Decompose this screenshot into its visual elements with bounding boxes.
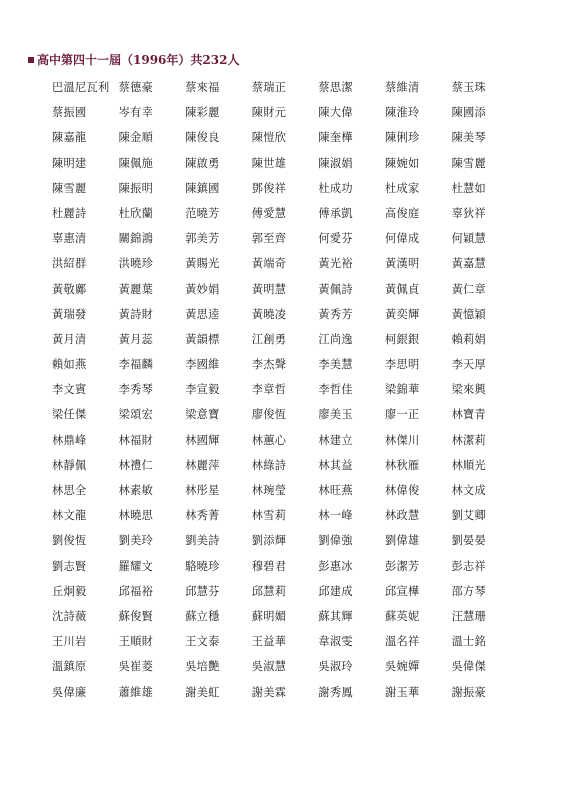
student-name: 梁錦華 xyxy=(384,383,420,397)
student-name: 江尚逸 xyxy=(318,332,353,346)
student-name: 陳淮玲 xyxy=(384,106,420,120)
student-name: 陳雪麗 xyxy=(451,156,487,170)
student-name: 關錦鴻 xyxy=(118,232,154,246)
student-name: 黃麗葉 xyxy=(118,282,154,296)
student-name: 林禮仁 xyxy=(118,458,154,472)
student-name: 林彤星 xyxy=(185,484,220,497)
student-name: 黃漢明 xyxy=(384,257,420,271)
student-name: 賴如燕 xyxy=(52,358,87,372)
student-name: 黃思逵 xyxy=(185,307,220,321)
student-name: 李思明 xyxy=(384,358,420,372)
student-name: 林旺燕 xyxy=(318,484,353,497)
student-name: 彭惠冰 xyxy=(318,559,353,573)
student-name: 蔡維清 xyxy=(384,81,420,94)
student-name: 王文泰 xyxy=(185,635,220,649)
student-name: 林鼎峰 xyxy=(52,433,87,447)
student-name: 吳偉廉 xyxy=(52,685,87,699)
student-name: 劉美詩 xyxy=(185,534,220,548)
student-name: 黃賜光 xyxy=(185,257,220,271)
student-name: 劉美玲 xyxy=(118,534,154,548)
student-name: 李國維 xyxy=(185,358,220,372)
student-name: 郭美芳 xyxy=(185,232,220,246)
student-name: 邱慧芬 xyxy=(185,584,220,598)
student-name: 邵方琴 xyxy=(451,584,487,598)
student-name: 林琬瑩 xyxy=(251,484,287,497)
student-name: 岑有幸 xyxy=(118,106,154,120)
student-name: 梁意寶 xyxy=(185,408,220,422)
student-name: 溫士銘 xyxy=(451,635,487,649)
student-name: 郭至齊 xyxy=(251,232,287,246)
student-name: 韋淑雯 xyxy=(318,635,353,649)
student-name: 高俊庭 xyxy=(384,206,420,220)
student-name: 邱福裕 xyxy=(118,584,154,598)
student-name: 林順光 xyxy=(451,458,487,472)
student-name: 謝美霖 xyxy=(251,685,287,699)
student-name: 廖俊恆 xyxy=(251,408,287,422)
student-name: 梁來興 xyxy=(451,383,487,397)
student-name: 吳培艷 xyxy=(185,660,220,674)
student-name: 陳奎樺 xyxy=(318,131,353,145)
student-name: 陳淑娟 xyxy=(318,156,353,170)
student-name: 黃月蕊 xyxy=(118,332,154,346)
student-name: 林一峰 xyxy=(318,509,353,523)
student-name: 杜欣蘭 xyxy=(118,206,154,220)
student-name: 蔡來福 xyxy=(185,81,220,94)
student-name: 杜慧如 xyxy=(451,181,487,195)
student-name: 沈詩薇 xyxy=(52,609,87,623)
student-name: 劉偉強 xyxy=(318,534,353,548)
student-name: 李杰聲 xyxy=(251,358,287,372)
class-heading xyxy=(28,51,239,68)
student-name: 彭志祥 xyxy=(451,559,487,573)
student-name: 林寶青 xyxy=(451,408,487,422)
student-name: 陳雪麗 xyxy=(52,181,87,195)
name-grid xyxy=(52,75,518,705)
student-name: 王順財 xyxy=(118,635,154,649)
student-name: 陳佩施 xyxy=(118,156,154,170)
student-name: 丘炯毅 xyxy=(52,584,87,598)
student-name: 柯銀銀 xyxy=(384,332,420,346)
student-name: 邱建成 xyxy=(318,584,353,598)
student-name: 林文龍 xyxy=(52,509,87,523)
student-name: 陳振明 xyxy=(118,181,154,195)
student-name: 林素敏 xyxy=(118,484,154,497)
student-name: 杜成功 xyxy=(318,181,353,195)
student-name: 林曉思 xyxy=(118,509,154,523)
student-name: 洪曉珍 xyxy=(118,257,154,271)
student-name: 王川岩 xyxy=(52,635,87,649)
student-name: 林福財 xyxy=(118,433,154,447)
student-name: 林綠詩 xyxy=(251,458,287,472)
student-name: 李秀琴 xyxy=(118,383,154,397)
student-name: 林潔莉 xyxy=(451,433,487,447)
student-name: 李美慧 xyxy=(318,358,353,372)
student-name: 謝秀鳳 xyxy=(318,685,353,699)
student-name: 何穎慧 xyxy=(451,232,487,246)
student-name: 蘇俊賢 xyxy=(118,609,154,623)
student-name: 梁任傑 xyxy=(52,408,87,422)
student-name: 黃曉凌 xyxy=(251,307,287,321)
student-name: 陳世雄 xyxy=(251,156,287,170)
student-name: 黃佩貞 xyxy=(384,282,420,296)
student-name: 謝玉華 xyxy=(384,685,420,699)
student-name: 黃仁章 xyxy=(451,282,487,296)
student-name: 蕭維雄 xyxy=(118,685,154,699)
student-name: 邱宣樺 xyxy=(384,584,420,598)
student-name: 林蕙心 xyxy=(251,433,287,447)
student-name: 陳財元 xyxy=(251,106,287,120)
student-name: 林思全 xyxy=(52,484,87,497)
student-name: 杜成家 xyxy=(384,181,420,195)
student-name: 劉俊恆 xyxy=(52,534,87,548)
student-name: 林政慧 xyxy=(384,509,420,523)
student-name: 蘇明媚 xyxy=(251,609,287,623)
student-name: 何偉成 xyxy=(384,232,420,246)
student-name: 陳大偉 xyxy=(318,106,353,120)
student-name: 辜惠清 xyxy=(52,232,87,246)
student-name: 陳婉如 xyxy=(384,156,420,170)
student-name: 黃韻標 xyxy=(185,332,220,346)
student-name: 黃奕輝 xyxy=(384,307,420,321)
student-name: 蘇其輝 xyxy=(318,609,353,623)
student-name: 傅愛慧 xyxy=(251,206,287,220)
student-name: 陳俐珍 xyxy=(384,131,420,145)
student-name: 林其益 xyxy=(318,458,353,472)
student-name: 廖一正 xyxy=(384,408,420,422)
student-name: 林麗萍 xyxy=(185,458,220,472)
student-name: 黃月清 xyxy=(52,332,87,346)
student-name: 傅承凱 xyxy=(318,206,353,220)
student-name: 黃妙娟 xyxy=(185,282,220,296)
student-name: 林國輝 xyxy=(185,433,220,447)
student-name: 謝振豪 xyxy=(451,685,487,699)
student-name: 吳淑慧 xyxy=(251,660,287,674)
square-bullet-icon xyxy=(28,57,34,63)
student-name: 蔡玉珠 xyxy=(451,81,487,94)
student-name: 黃佩詩 xyxy=(318,282,353,296)
student-name: 蔡振國 xyxy=(52,106,87,120)
student-name: 李福麟 xyxy=(118,358,154,372)
student-name: 陳啟勇 xyxy=(185,156,220,170)
student-name: 賴莉娟 xyxy=(451,332,487,346)
student-name: 鄧俊祥 xyxy=(251,181,287,195)
student-name: 陳俊良 xyxy=(185,131,220,145)
student-name: 吳崔菱 xyxy=(118,660,154,674)
student-name: 蔡思潔 xyxy=(318,81,353,94)
student-name: 林傑川 xyxy=(384,433,420,447)
student-name: 黃敬鄺 xyxy=(52,282,87,296)
student-name: 黃憶穎 xyxy=(451,307,487,321)
student-name: 辜狄祥 xyxy=(451,206,487,220)
student-name: 陳愷欣 xyxy=(251,131,287,145)
student-name: 蘇英妮 xyxy=(384,609,420,623)
student-name: 黃光裕 xyxy=(318,257,353,271)
student-name: 李天厚 xyxy=(451,358,487,372)
student-name: 溫鎮原 xyxy=(52,660,87,674)
student-name: 廖美玉 xyxy=(318,408,353,422)
student-name: 江創勇 xyxy=(251,332,287,346)
student-name: 林建立 xyxy=(318,433,353,447)
student-name: 陳嘉龍 xyxy=(52,131,87,145)
student-name: 何愛芬 xyxy=(318,232,353,246)
student-name: 黃端奇 xyxy=(251,257,287,271)
student-name: 蘇立穩 xyxy=(185,609,220,623)
student-name: 吳偉傑 xyxy=(451,660,487,674)
student-name: 劉晏晏 xyxy=(451,534,487,548)
student-name: 洪紹群 xyxy=(52,257,87,271)
student-name: 黃嘉慧 xyxy=(451,257,487,271)
student-name: 吳淑玲 xyxy=(318,660,353,674)
student-name: 李宣毅 xyxy=(185,383,220,397)
student-name: 陳金順 xyxy=(118,131,154,145)
student-name: 蔡德豪 xyxy=(118,81,154,94)
student-name: 巴溫尼瓦利 xyxy=(52,81,110,94)
student-name: 黃秀芳 xyxy=(318,307,353,321)
student-name: 杜麗詩 xyxy=(52,206,87,220)
student-name: 謝美虹 xyxy=(185,685,220,699)
student-name: 劉艾卿 xyxy=(451,509,487,523)
student-name: 吳婉嬋 xyxy=(384,660,420,674)
student-name: 林文成 xyxy=(451,484,487,497)
student-name: 汪慧珊 xyxy=(451,609,487,623)
student-name: 黃明慧 xyxy=(251,282,287,296)
student-name: 黃瑞發 xyxy=(52,307,87,321)
student-name: 范曉芳 xyxy=(185,206,220,220)
student-name: 王益華 xyxy=(251,635,287,649)
heading-text: 高中第四十一屆（1996年）共232人 xyxy=(37,53,240,67)
student-name: 李哲佳 xyxy=(318,383,353,397)
student-name: 陳彩麗 xyxy=(185,106,220,120)
student-name: 劉志賢 xyxy=(52,559,87,573)
student-name: 穆碧君 xyxy=(251,559,287,573)
student-name: 林偉俊 xyxy=(384,484,420,497)
student-name: 溫名祥 xyxy=(384,635,420,649)
student-name: 林秋雁 xyxy=(384,458,420,472)
student-name: 林雪莉 xyxy=(251,509,287,523)
student-name: 林秀菁 xyxy=(185,509,220,523)
student-name: 陳明建 xyxy=(52,156,87,170)
student-name: 李文賓 xyxy=(52,383,87,397)
student-name: 彭潔芳 xyxy=(384,559,420,573)
student-name: 李章哲 xyxy=(251,383,287,397)
student-name: 黃詩財 xyxy=(118,307,154,321)
student-name: 陳鎮國 xyxy=(185,181,220,195)
student-name: 陳國添 xyxy=(451,106,487,120)
student-name: 蔡瑞正 xyxy=(251,81,287,94)
student-name: 羅耀文 xyxy=(118,559,154,573)
student-name: 梁頌宏 xyxy=(118,408,154,422)
student-name: 駱曉珍 xyxy=(185,559,220,573)
student-name: 邱慧莉 xyxy=(251,584,287,598)
student-name: 劉添輝 xyxy=(251,534,287,548)
student-name: 林靜佩 xyxy=(52,458,87,472)
student-name: 陳美琴 xyxy=(451,131,487,145)
student-name: 劉偉雄 xyxy=(384,534,420,548)
